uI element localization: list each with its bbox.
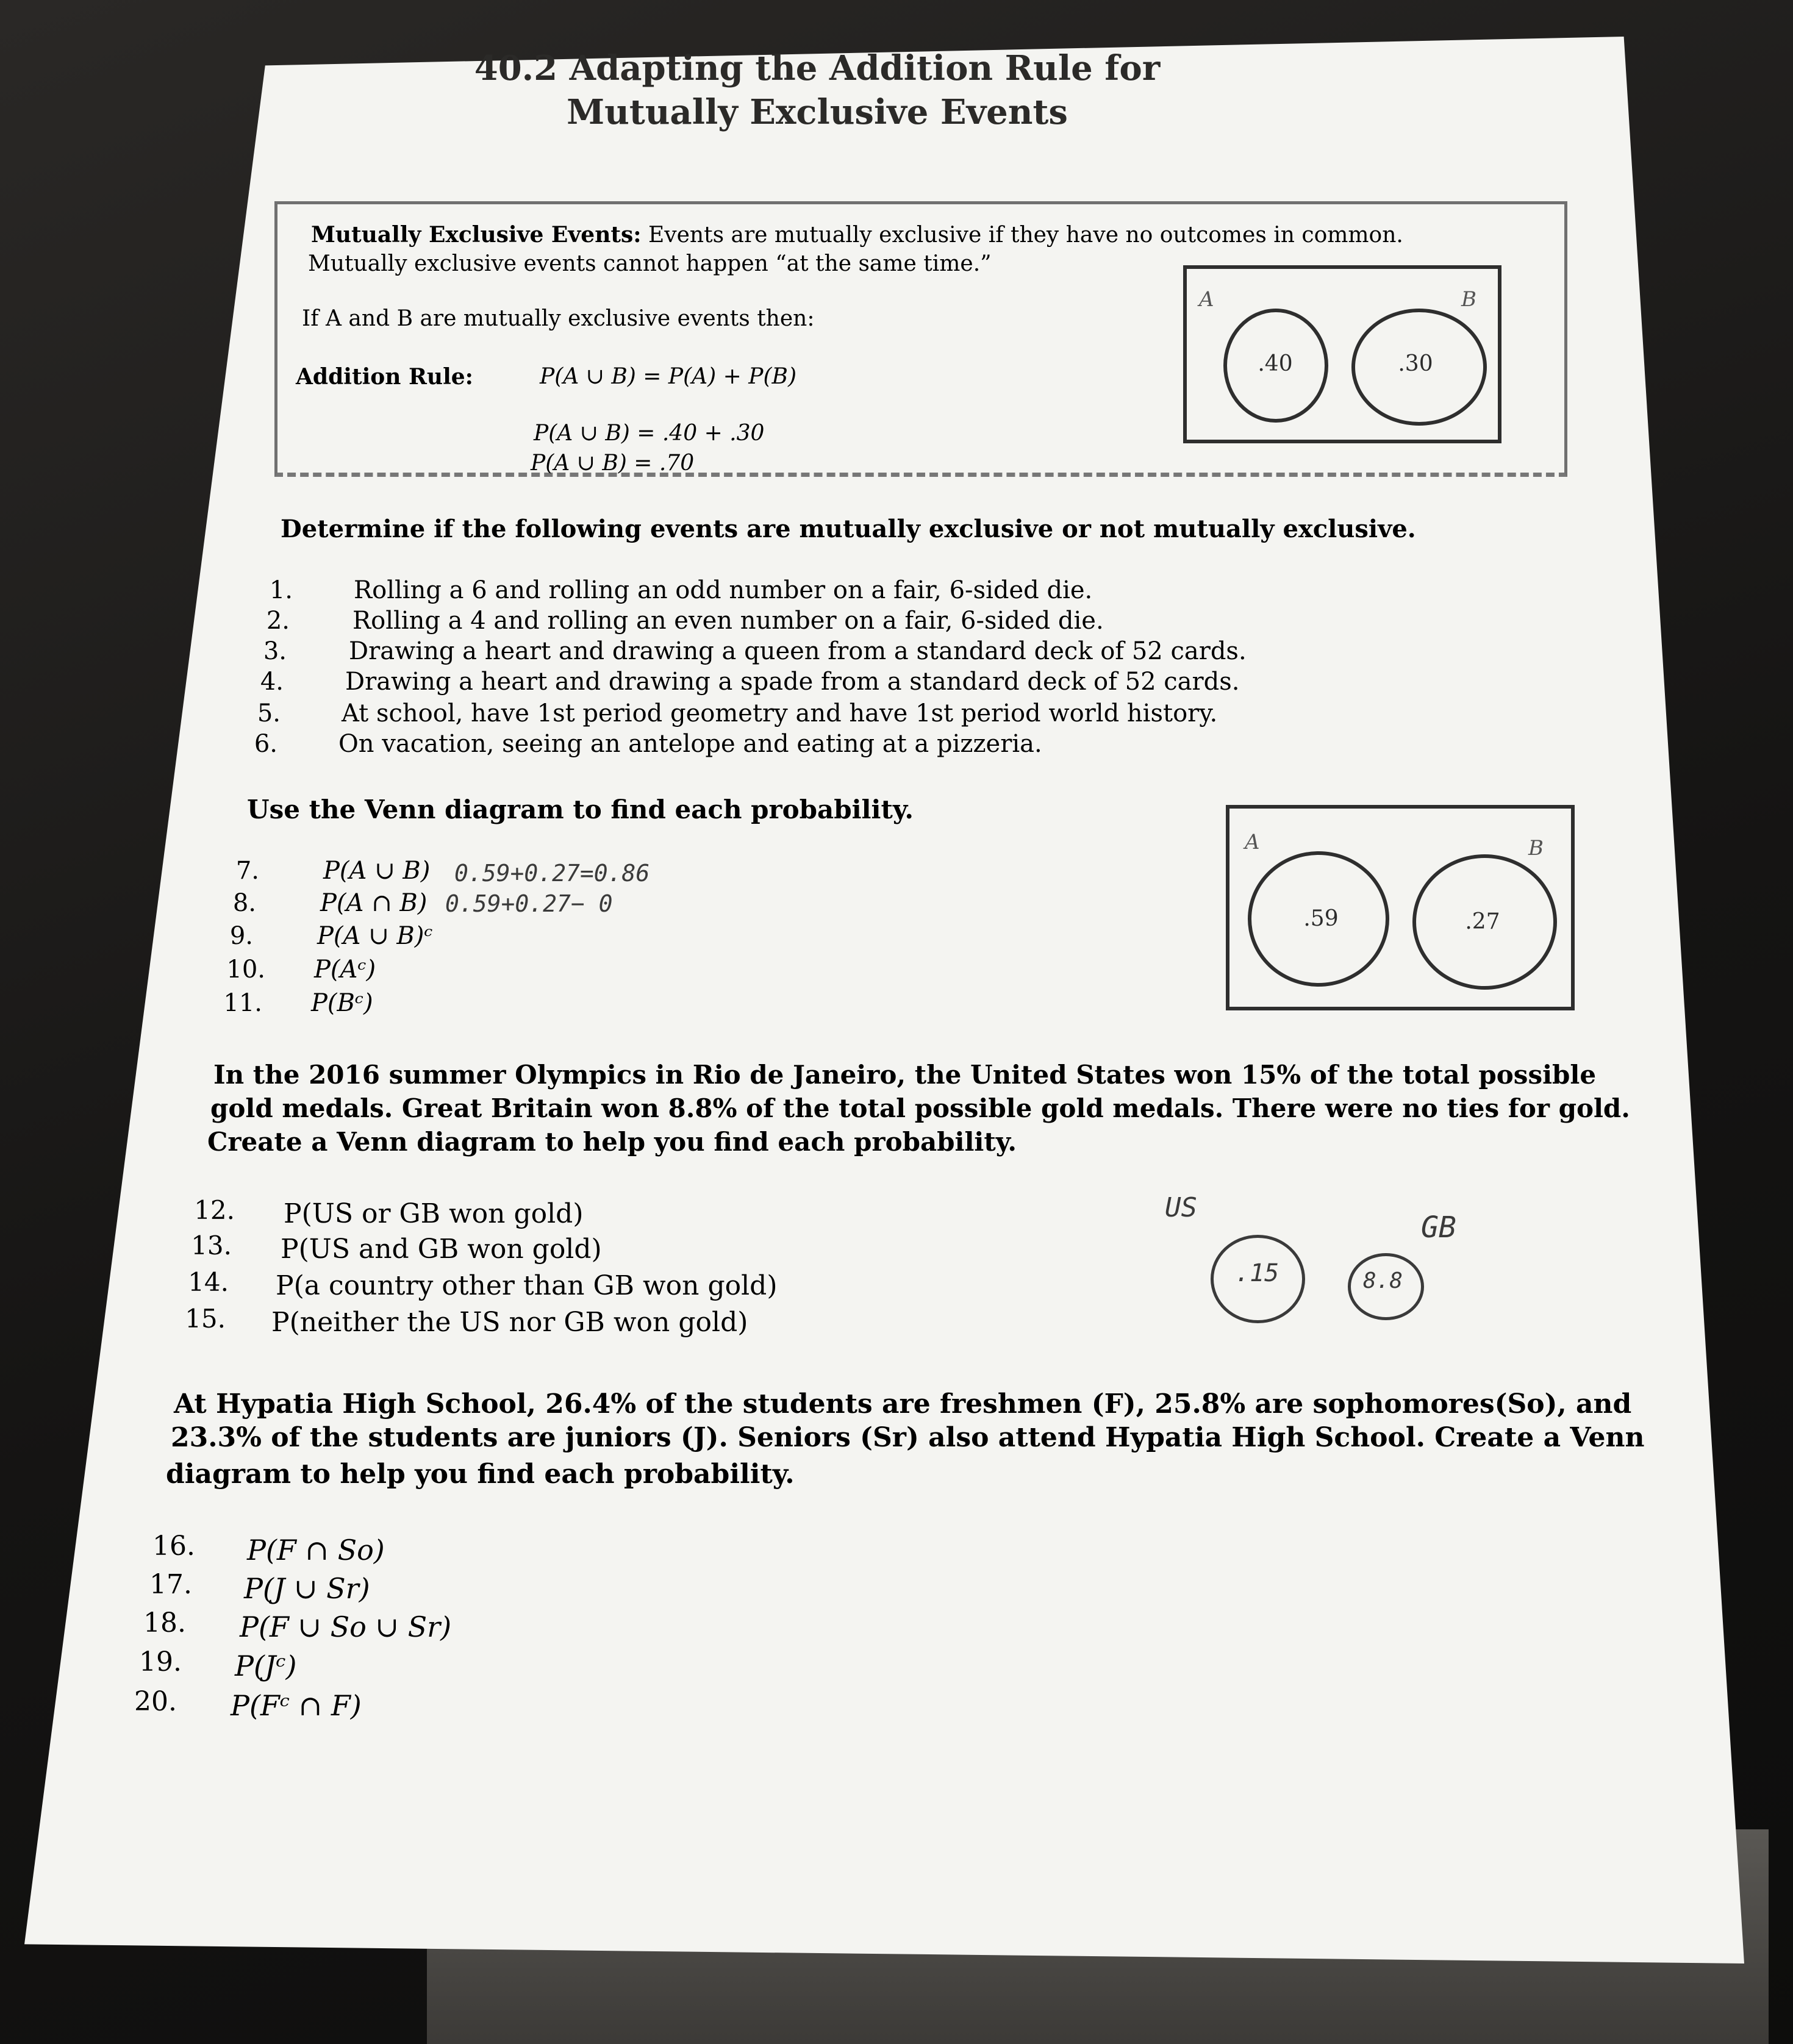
- sketch-value-gb: 8.8: [1363, 1268, 1403, 1293]
- item-number: 20.: [134, 1686, 177, 1717]
- section1-heading: Determine if the following events are mutually exclusive or not mutually exclusive.: [281, 515, 1416, 543]
- venn2-value-a: .59: [1303, 906, 1339, 931]
- sketch-value-us: .15: [1235, 1259, 1279, 1287]
- worksheet-title: [390, 46, 1244, 134]
- handwritten-work: 0.59+0.27− 0: [445, 890, 613, 917]
- item-text: Drawing a heart and drawing a queen from a standard deck of 52 cards.: [349, 637, 1247, 665]
- venn1-value-b: .30: [1398, 351, 1433, 376]
- venn1-label-b: B: [1461, 287, 1476, 312]
- venn1-label-a: A: [1199, 287, 1214, 312]
- definition-body: Events are mutually exclusive if they have no outcomes in common.: [641, 223, 1403, 248]
- item-number: 6.: [254, 730, 277, 758]
- item-number: 19.: [139, 1646, 182, 1678]
- addition-rule-formula: P(A ∪ B) = P(A) + P(B): [540, 364, 796, 389]
- item-number: 2.: [266, 607, 290, 635]
- item-text: Rolling a 4 and rolling an even number on a fair, 6-sided die.: [353, 607, 1104, 635]
- venn2-label-a: A: [1245, 830, 1260, 854]
- item-text: P(neither the US nor GB won gold): [271, 1307, 748, 1338]
- definition-text-line-2: Mutually exclusive events cannot happen “at the same time.”: [308, 251, 992, 276]
- item-number: 9.: [229, 922, 253, 950]
- example-line-1: P(A ∪ B) = .40 + .30: [534, 421, 765, 446]
- hypatia-prompt-line-2: 23.3% of the students are juniors (J). Seniors (Sr) also attend Hypatia High School. Create a Venn: [171, 1422, 1645, 1453]
- item-text: P(Aᶜ): [314, 956, 376, 984]
- item-number: 14.: [188, 1267, 229, 1297]
- example-line-2: P(A ∪ B) = .70: [531, 451, 695, 476]
- item-text: P(A ∩ B): [320, 889, 428, 917]
- item-text: P(Bᶜ): [311, 989, 373, 1017]
- item-number: 8.: [232, 889, 256, 917]
- item-text: P(F ∩ So): [247, 1534, 385, 1567]
- item-number: 18.: [143, 1607, 186, 1638]
- hypatia-prompt-line-3: diagram to help you find each probability.: [166, 1459, 795, 1490]
- hypatia-prompt-line-1: At Hypatia High School, 26.4% of the students are freshmen (F), 25.8% are sophomores(So), and: [174, 1388, 1632, 1420]
- item-number: 3.: [263, 637, 287, 665]
- section2-heading: Use the Venn diagram to find each probability.: [247, 795, 914, 824]
- item-text: P(a country other than GB won gold): [276, 1270, 778, 1301]
- definition-condition: If A and B are mutually exclusive events then:: [302, 306, 815, 331]
- definition-text-line-1: [311, 221, 1403, 249]
- item-number: 1.: [269, 576, 293, 604]
- sketch-label-gb: GB: [1421, 1210, 1456, 1245]
- item-number: 7.: [235, 857, 259, 885]
- item-text: P(F ∪ So ∪ Sr): [240, 1610, 452, 1643]
- handwritten-work: 0.59+0.27=0.86: [454, 860, 650, 887]
- venn1-value-a: .40: [1258, 351, 1293, 376]
- sketch-label-us: US: [1165, 1192, 1197, 1223]
- title-line-1: 40.2 Adapting the Addition Rule for: [474, 48, 1161, 88]
- item-text: P(US and GB won gold): [281, 1234, 602, 1265]
- item-text: P(J ∪ Sr): [244, 1572, 370, 1605]
- item-number: 13.: [191, 1231, 232, 1260]
- item-number: 16.: [152, 1531, 195, 1562]
- venn2-label-b: B: [1528, 836, 1544, 860]
- item-text: P(A ∪ B)ᶜ: [317, 922, 433, 950]
- item-number: 10.: [226, 956, 265, 984]
- item-text: P(Jᶜ): [235, 1649, 297, 1682]
- item-number: 5.: [257, 699, 281, 727]
- addition-rule-label: Addition Rule:: [296, 364, 473, 390]
- item-text: P(US or GB won gold): [284, 1198, 584, 1229]
- item-number: 15.: [185, 1304, 226, 1334]
- venn2-value-b: .27: [1465, 909, 1500, 934]
- venn-diagram-1: [1183, 265, 1501, 443]
- item-text: Drawing a heart and drawing a spade from a standard deck of 52 cards.: [345, 668, 1240, 696]
- item-text: Rolling a 6 and rolling an odd number on a fair, 6-sided die.: [354, 576, 1093, 604]
- item-text: P(Fᶜ ∩ F): [231, 1689, 362, 1722]
- item-number: 12.: [194, 1195, 235, 1225]
- title-line-2: Mutually Exclusive Events: [567, 92, 1068, 132]
- item-text: P(A ∪ B): [323, 857, 431, 885]
- olympics-prompt-line-2: gold medals. Great Britain won 8.8% of the total possible gold medals. There were no ties for gold.: [210, 1093, 1630, 1123]
- olympics-prompt-line-3: Create a Venn diagram to help you find each probability.: [207, 1127, 1017, 1157]
- item-number: 4.: [260, 668, 284, 696]
- venn-diagram-2: [1226, 805, 1575, 1010]
- definition-term: Mutually Exclusive Events:: [311, 222, 642, 248]
- item-text: On vacation, seeing an antelope and eating at a pizzeria.: [338, 730, 1042, 758]
- item-number: 17.: [149, 1569, 192, 1600]
- item-number: 11.: [223, 989, 262, 1017]
- olympics-prompt-line-1: In the 2016 summer Olympics in Rio de Janeiro, the United States won 15% of the total possible: [213, 1060, 1597, 1090]
- item-text: At school, have 1st period geometry and have 1st period world history.: [342, 699, 1218, 727]
